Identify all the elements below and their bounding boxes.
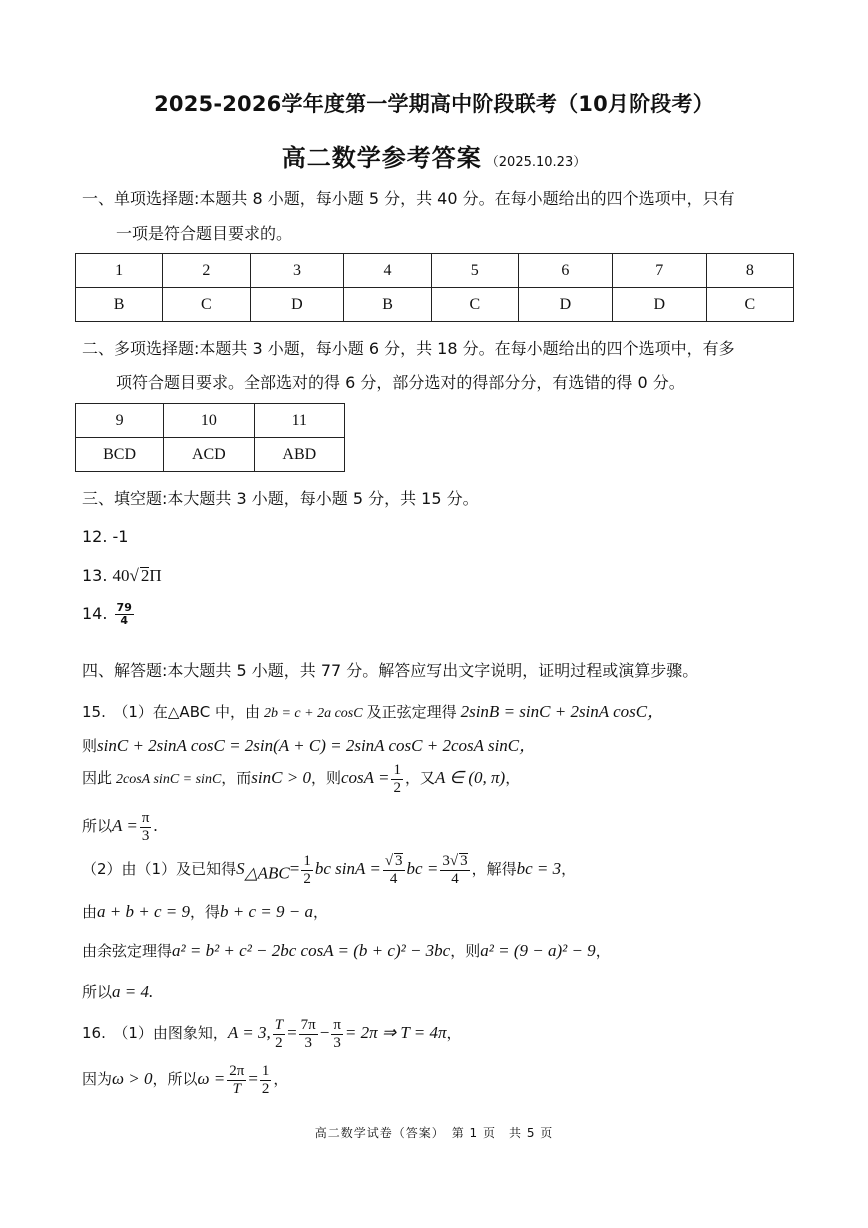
q15-text: 15. （1）在△ABC 中，由 bbox=[82, 703, 260, 721]
table-cell: 7 bbox=[612, 254, 706, 288]
table-cell: B bbox=[76, 288, 163, 322]
fraction-denominator: 2 bbox=[261, 1081, 270, 1097]
q15-text: （2）由（1）及已知得 bbox=[82, 860, 237, 879]
q15-text: ， bbox=[505, 769, 521, 788]
table-cell: 4 bbox=[344, 254, 431, 288]
q15-line5 bbox=[82, 853, 576, 888]
q15-text: 所以 bbox=[82, 983, 113, 1001]
table-cell: ACD bbox=[164, 438, 254, 472]
q15-text: ，解得 bbox=[471, 860, 517, 879]
q15-line8 bbox=[82, 981, 153, 1002]
fraction-pi-over-3 bbox=[140, 810, 152, 845]
q13-coefficient: 40 bbox=[112, 566, 130, 585]
q15-formula: sinC + 2sinA cosC = 2sin(A + C) = 2sinA cosC + 2cosA sinC， bbox=[97, 736, 537, 755]
fraction-numerator: √ 3 bbox=[384, 853, 403, 869]
coefficient: 3 bbox=[442, 853, 450, 869]
q15-formula: bc = 3 bbox=[516, 859, 562, 879]
fraction-one-half bbox=[391, 762, 403, 797]
answer-q12: 12. -1 bbox=[82, 527, 129, 546]
q15-formula: 2cosA sinC = sinC bbox=[116, 772, 222, 788]
fraction-sqrt3-over-4 bbox=[383, 853, 405, 888]
q16-text: ， bbox=[446, 1024, 462, 1043]
q13-value: 40√ 2Π bbox=[112, 566, 162, 585]
q16-text: 因为 bbox=[82, 1070, 113, 1089]
q15-text: ，则 bbox=[450, 942, 481, 960]
q14-denominator: 4 bbox=[120, 614, 129, 627]
q16-text: ， bbox=[273, 1070, 289, 1089]
q15-line3 bbox=[82, 762, 520, 797]
fraction-numerator: 7π bbox=[300, 1017, 316, 1033]
q13-label: 13. bbox=[82, 566, 108, 585]
q15-formula: sinC > 0 bbox=[251, 768, 311, 788]
q15-text: 及正弦定理得 bbox=[366, 703, 457, 721]
table-cell: BCD bbox=[76, 438, 164, 472]
q14-fraction bbox=[115, 602, 134, 627]
section3-heading: 三、填空题:本大题共 3 小题，每小题 5 分，共 15 分。 bbox=[82, 489, 479, 508]
q15-formula: a² = (9 − a)² − 9 bbox=[480, 941, 596, 960]
q15-text: 所以 bbox=[82, 817, 113, 836]
q15-line6 bbox=[82, 901, 328, 922]
table-cell: C bbox=[706, 288, 793, 322]
q16-formula: = 2π ⇒ T = 4π bbox=[344, 1023, 447, 1043]
table-cell: 6 bbox=[518, 254, 612, 288]
q16-line2: 因为ω > 0，所以ω = $\frac{2\pi}{T}$ = $\frac{1}{2}$ ， bbox=[82, 1063, 289, 1097]
table-row-answers bbox=[76, 438, 345, 472]
table-cell: ABD bbox=[254, 438, 344, 472]
fraction-denominator: 3 bbox=[333, 1035, 341, 1051]
q15-text: ，则 bbox=[310, 769, 341, 788]
table-cell: 2 bbox=[163, 254, 250, 288]
q15-formula: bc sinA = bbox=[314, 859, 381, 879]
radicand: 3 bbox=[395, 853, 403, 869]
fraction-denominator: 2 bbox=[303, 871, 311, 887]
answer-q13 bbox=[82, 566, 162, 586]
fraction-T-over-2 bbox=[273, 1017, 285, 1052]
fraction-2pi-over-T bbox=[227, 1063, 246, 1098]
q15-subscript: △ABC bbox=[244, 863, 290, 883]
q15-formula: a² = b² + c² − 2bc cosA = (b + c)² − 3bc bbox=[172, 941, 451, 960]
table-row-answers bbox=[76, 288, 794, 322]
answer-title bbox=[0, 138, 868, 173]
fraction-numerator: π bbox=[333, 1017, 341, 1033]
q15-text: 因此 bbox=[82, 769, 113, 788]
q15-formula: cosA = bbox=[340, 768, 390, 788]
q15-line1 bbox=[82, 697, 664, 722]
fraction-denominator: 4 bbox=[389, 871, 398, 887]
q15-formula: 2b = c + 2a cosC bbox=[263, 706, 363, 721]
q15-formula: b + c = 9 − a bbox=[220, 902, 313, 921]
page-footer: 高二数学试卷（答案） 第 1 页 共 5 页 bbox=[314, 1126, 554, 1140]
fraction-denominator: T bbox=[232, 1081, 241, 1097]
q15-text: 则 bbox=[82, 737, 98, 755]
multi-choice-table bbox=[75, 403, 345, 472]
section2-heading-line1: 二、多项选择题:本题共 3 小题，每小题 6 分，共 18 分。在每小题给出的四个选项中，有多 bbox=[82, 339, 735, 358]
fraction-denominator: 2 bbox=[275, 1035, 283, 1051]
q15-formula: S bbox=[236, 859, 245, 879]
table-cell: D bbox=[518, 288, 612, 322]
exam-title: 2025-2026学年度第一学期高中阶段联考（10月阶段考） bbox=[154, 92, 714, 116]
answer-q14 bbox=[82, 602, 136, 627]
q16-text: ，所以 bbox=[152, 1070, 198, 1089]
table-row-numbers bbox=[76, 254, 794, 288]
q15-formula: 2sinB = sinC + 2sinA cosC， bbox=[460, 702, 665, 721]
fraction-numerator: 1 bbox=[303, 853, 311, 869]
table-cell: C bbox=[431, 288, 518, 322]
radicand: 3 bbox=[460, 853, 468, 869]
q15-line7 bbox=[82, 940, 611, 961]
q16-line1: 16. （1）由图象知，A = 3, $\frac{T}{2}$ = $\frac{7\pi}{3}$ − $\frac{\pi}{3}$ = 2π ⇒ T = 4π， bbox=[82, 1017, 462, 1051]
q15-formula: A ∈ (0, π) bbox=[434, 768, 506, 788]
single-choice-table bbox=[75, 253, 794, 322]
table-cell: 11 bbox=[254, 404, 344, 438]
table-cell: C bbox=[163, 288, 250, 322]
q15-line2 bbox=[82, 731, 536, 756]
table-cell: 5 bbox=[431, 254, 518, 288]
q16-formula: ω = bbox=[197, 1069, 226, 1089]
table-cell: 9 bbox=[76, 404, 164, 438]
fraction-numerator: 1 bbox=[393, 762, 401, 778]
table-cell: B bbox=[344, 288, 431, 322]
fraction-numerator: 2π bbox=[229, 1063, 245, 1079]
table-row-numbers bbox=[76, 404, 345, 438]
section2-heading-line2: 项符合题目要求。全部选对的得 6 分，部分选对的得部分分，有选错的得 0 分。 bbox=[116, 373, 685, 392]
q15-formula: = bbox=[289, 859, 300, 879]
fraction-denominator: 3 bbox=[141, 828, 150, 844]
section4-heading: 四、解答题:本大题共 5 小题，共 77 分。解答应写出文字说明，证明过程或演算步骤。 bbox=[82, 661, 699, 680]
answer-title-date: （2025.10.23） bbox=[485, 155, 587, 170]
q15-text: ，得 bbox=[189, 903, 220, 921]
q13-radicand: 2 bbox=[140, 566, 150, 585]
fraction-denominator: 3 bbox=[304, 1035, 312, 1051]
q16-formula: A = 3, bbox=[227, 1023, 271, 1043]
q15-text: ，而 bbox=[221, 769, 252, 788]
table-cell: 3 bbox=[250, 254, 344, 288]
table-cell: D bbox=[612, 288, 706, 322]
fraction-numerator: T bbox=[274, 1017, 284, 1033]
fraction-numerator: π bbox=[141, 810, 150, 826]
q15-text: ，又 bbox=[404, 769, 435, 788]
q16-formula: ω > 0 bbox=[112, 1069, 153, 1089]
q15-text: ， bbox=[561, 860, 577, 879]
q15-line4: 所以A = $\frac{\pi}{3}$ . bbox=[82, 810, 158, 844]
fraction-denominator: 4 bbox=[451, 871, 459, 887]
q15-formula: A = bbox=[112, 816, 138, 836]
table-cell: D bbox=[250, 288, 344, 322]
fraction-3sqrt3-over-4 bbox=[440, 853, 469, 888]
q15-formula: a = 4. bbox=[112, 982, 154, 1001]
q15-text: ， bbox=[312, 903, 328, 921]
section1-heading-line2: 一项是符合题目要求的。 bbox=[116, 224, 293, 243]
fraction-one-half bbox=[301, 853, 313, 888]
q15-text: 由 bbox=[82, 903, 98, 921]
q15-text: 由余弦定理得 bbox=[82, 942, 173, 960]
table-cell: 8 bbox=[706, 254, 793, 288]
fraction-one-half bbox=[260, 1063, 272, 1098]
q15-formula: a + b + c = 9 bbox=[97, 902, 190, 921]
table-cell: 10 bbox=[164, 404, 254, 438]
fraction-numerator: 1 bbox=[261, 1063, 270, 1079]
fraction-7pi-over-3 bbox=[299, 1017, 318, 1052]
q15-formula: bc = bbox=[406, 859, 439, 879]
q15-text: ， bbox=[595, 942, 611, 960]
answer-title-main: 高二数学参考答案 bbox=[281, 144, 482, 172]
table-cell: 1 bbox=[76, 254, 163, 288]
fraction-denominator: 2 bbox=[393, 780, 401, 796]
q14-label: 14. bbox=[82, 604, 108, 623]
q14-numerator: 79 bbox=[116, 601, 132, 614]
fraction-numerator: 3√ 3 bbox=[442, 853, 468, 869]
q13-pi: Π bbox=[149, 566, 162, 585]
section1-heading-line1: 一、单项选择题:本题共 8 小题，每小题 5 分，共 40 分。在每小题给出的四个选项中，只有 bbox=[82, 189, 735, 208]
fraction-pi-over-3 bbox=[331, 1017, 343, 1052]
q16-text: 16. （1）由图象知， bbox=[82, 1024, 228, 1043]
